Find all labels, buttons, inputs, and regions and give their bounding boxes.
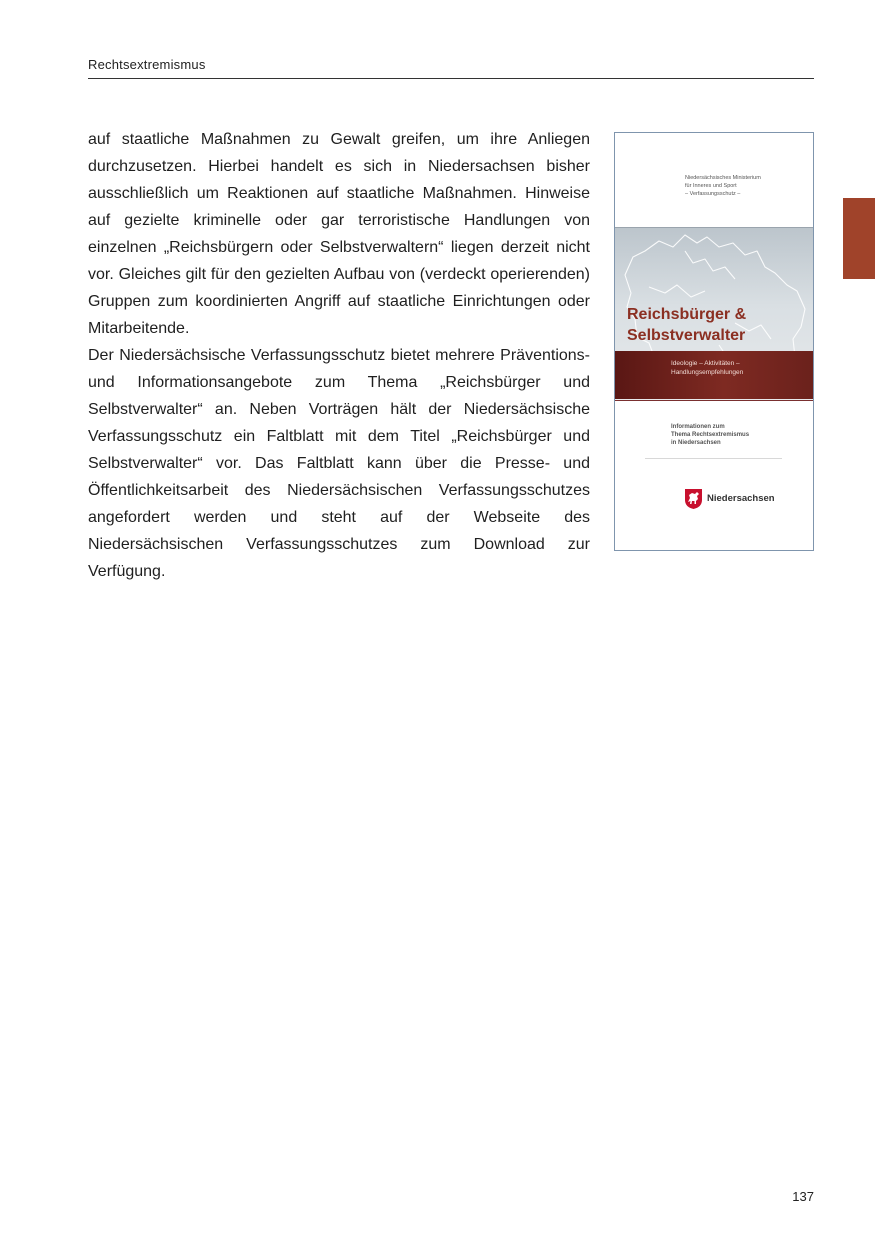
ministry-line: – Verfassungsschutz – xyxy=(685,191,741,197)
leaflet-subtitle xyxy=(671,359,743,377)
running-header: Rechtsextremismus xyxy=(88,57,206,72)
leaflet-title-line: Reichsbürger & xyxy=(627,306,747,323)
leaflet-brand: Niedersachsen xyxy=(707,493,775,504)
body-text xyxy=(88,126,590,585)
leaflet-ministry xyxy=(685,174,805,198)
leaflet-info-line: Thema Rechtsextremismus xyxy=(671,432,750,438)
leaflet-title xyxy=(627,304,746,346)
paragraph-1: auf staatliche Maßnahmen zu Gewalt greifen, um ihre Anliegen durchzusetzen. Hierbei handelt es sich in Niedersachsen bisher ausschließlich um Reaktionen auf staatliche Maßnahmen. Hinweise auf gezielte kriminelle oder gar terroristische Handlungen von einzelnen „Reichsbürgern oder Selbstverwaltern“ liegen derzeit nicht vor. Gleiches gilt für den gezielten Aufbau von (verdeckt operierenden) Gruppen zum koordinierten Angriff auf staatliche Einrichtungen oder Mitarbeitende. xyxy=(88,131,590,337)
leaflet-info-line: Informationen zum xyxy=(671,424,725,430)
header-rule xyxy=(88,78,814,79)
leaflet-title-line: Selbstverwalter xyxy=(627,327,746,344)
lower-saxony-horse-crest-icon xyxy=(684,488,703,510)
leaflet-info xyxy=(671,423,749,447)
paragraph-2: Der Niedersächsische Verfassungsschutz bietet mehrere Präventions- und Informationsangebote zum Thema „Reichsbürger und Selbstverwalter“ an. Neben Vorträgen hält der Niedersächsische Verfassungsschutz ein Faltblatt mit dem Titel „Reichsbürger und Selbstverwalter“ vor. Das Faltblatt kann über die Presse- und Öffentlichkeitsarbeit des Niedersächsischen Verfassungsschutzes angefordert werden und steht auf der Webseite des Niedersächsischen Verfassungsschutzes zum Download zur Verfügung. xyxy=(88,347,590,580)
leaflet-cover-image xyxy=(614,132,814,551)
leaflet-divider xyxy=(645,458,782,459)
ministry-line: für Inneres und Sport xyxy=(685,183,737,189)
ministry-line: Niedersächsisches Ministerium xyxy=(685,175,761,181)
page-number: 137 xyxy=(792,1189,814,1204)
chapter-tab-marker xyxy=(843,198,875,279)
leaflet-subtitle-line: Ideologie – Aktivitäten – xyxy=(671,360,740,367)
leaflet-info-line: in Niedersachsen xyxy=(671,440,721,446)
leaflet-subtitle-line: Handlungsempfehlungen xyxy=(671,369,744,376)
